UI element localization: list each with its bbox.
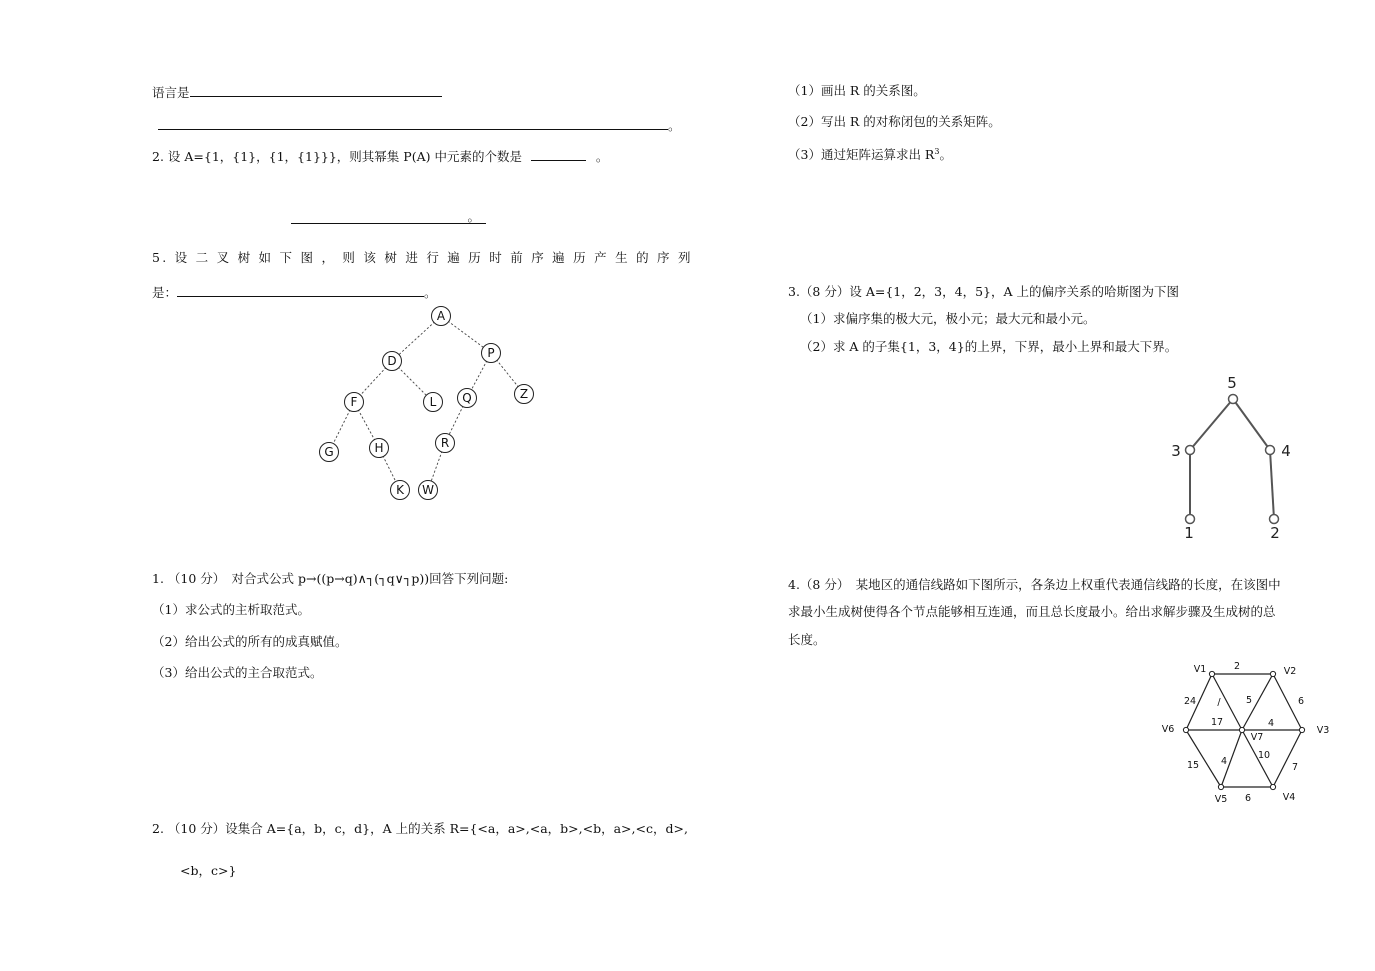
vertex-v3 (1299, 727, 1304, 732)
edge-v6-v5 (1186, 730, 1221, 787)
hasse-label-2: 2 (1270, 524, 1280, 542)
vertex-v5 (1218, 784, 1223, 789)
question-3-item-2: （2）求 A 的子集{1，3，4}的上界，下界，最小上界和最大下界。 (800, 339, 1178, 354)
vertex-label-v7: V7 (1250, 732, 1264, 743)
svg-text:Z: Z (519, 387, 529, 401)
vertex-label-v4: V4 (1282, 792, 1296, 803)
weight-v2-v7: 5 (1245, 695, 1253, 706)
vertex-label-v3: V3 (1316, 725, 1330, 736)
weight-v7-v3: 4 (1267, 718, 1275, 729)
weight-v5-v4: 6 (1244, 793, 1252, 804)
vertex-label-v1: V1 (1193, 664, 1207, 675)
question-1-item-2: （2）给出公式的所有的成真赋值。 (152, 634, 348, 649)
weight-v6-v5: 15 (1186, 760, 1200, 771)
answer-label: 是： (152, 285, 178, 300)
question-5-answer (152, 285, 437, 300)
question-3-title: 3.（8 分）设 A={1，2，3，4，5}，A 上的偏序关系的哈斯图为下图 (788, 284, 1179, 299)
hasse-node-2 (1270, 515, 1279, 524)
svg-text:L: L (429, 395, 437, 409)
tree-node-w (419, 481, 438, 500)
vertex-v1 (1209, 671, 1214, 676)
question-5-text: 5. 设 二 叉 树 如 下 图 ， 则 该 树 进 行 遍 历 时 前 序 遍 历 产 生 的 序 列 (152, 250, 693, 265)
hasse-node-5 (1229, 395, 1238, 404)
vertex-label-v5: V5 (1214, 794, 1228, 805)
vertex-v6 (1183, 727, 1188, 732)
period: 。 (668, 118, 681, 133)
hasse-label-3: 3 (1171, 442, 1181, 460)
svg-text:P: P (487, 346, 495, 360)
question-1-title: 1. （10 分） 对合式公式 p→((p→q)∧┐(┐q∨┐p))回答下列问题: (152, 571, 509, 586)
vertex-label-v6: V6 (1161, 724, 1175, 735)
answer-blank[interactable] (158, 118, 668, 130)
tree-node-h (370, 439, 389, 458)
hasse-edge-5-3 (1190, 399, 1233, 450)
tree-node-l (424, 393, 443, 412)
tree-node-g (320, 443, 339, 462)
hasse-label-4: 4 (1281, 442, 1291, 460)
vertex-label-v2: V2 (1283, 666, 1297, 677)
weight-v1-v7: / (1217, 697, 1221, 708)
tree-node-k (391, 481, 410, 500)
network-graph-diagram (1155, 655, 1335, 805)
weight-v2-v3: 6 (1297, 696, 1305, 707)
question-2-title: 2. （10 分）设集合 A={a，b，c，d}，A 上的关系 R={<a，a>,<a，b>,<b，a>,<c，d>, (152, 821, 688, 836)
svg-text:F: F (350, 395, 358, 409)
svg-text:W: W (422, 483, 434, 497)
relation-item-3 (788, 148, 952, 162)
question-1-item-1: （1）求公式的主析取范式。 (152, 602, 310, 617)
period: 。 (467, 209, 480, 224)
fill-line-language (152, 85, 442, 100)
binary-tree-diagram (310, 300, 570, 510)
fill-line-mid (291, 209, 486, 227)
weight-v7-v5: 4 (1220, 756, 1228, 767)
fill-line-long (158, 118, 681, 133)
svg-text:R: R (440, 436, 450, 450)
superscript: 3 (934, 147, 940, 156)
vertex-v7 (1239, 727, 1244, 732)
tree-node-z (515, 385, 534, 404)
edge-v3-v4 (1273, 730, 1302, 787)
svg-text:Q: Q (462, 391, 472, 405)
period: 。 (595, 149, 609, 164)
tree-node-q (458, 389, 477, 408)
question-text: 2. 设 A={1，{1}，{1，{1}}}，则其幂集 P(A) 中元素的个数是 (152, 149, 522, 164)
question-2-continuation: <b，c>} (180, 863, 237, 878)
question-1-item-3: （3）给出公式的主合取范式。 (152, 665, 323, 680)
weight-v3-v4: 7 (1291, 762, 1299, 773)
hasse-edge-5-4 (1233, 399, 1270, 450)
answer-blank[interactable] (291, 209, 486, 224)
answer-blank[interactable] (190, 85, 442, 97)
svg-text:D: D (387, 354, 397, 368)
period: 。 (424, 285, 437, 300)
weight-v1-v2: 2 (1233, 661, 1241, 672)
weight-v7-v4: 10 (1257, 750, 1271, 761)
hasse-diagram (1160, 370, 1320, 545)
weight-v1-v6: 24 (1183, 696, 1197, 707)
vertex-v2 (1270, 671, 1275, 676)
item-text: （3）通过矩阵运算求出 R (788, 147, 935, 162)
answer-blank[interactable] (177, 285, 424, 297)
svg-text:G: G (324, 445, 334, 459)
svg-text:K: K (396, 483, 404, 497)
tree-node-r (436, 434, 455, 453)
svg-text:A: A (436, 309, 446, 323)
hasse-label-5: 5 (1227, 374, 1237, 392)
tree-node-a (432, 307, 451, 326)
answer-blank[interactable] (531, 149, 586, 161)
question-4-line-2: 求最小生成树使得各个节点能够相互连通，而且总长度最小。给出求解步骤及生成树的总 (788, 604, 1276, 619)
question-4-line-3: 长度。 (788, 632, 826, 647)
tree-node-f (345, 393, 364, 412)
hasse-node-1 (1186, 515, 1195, 524)
question-2-fill (152, 149, 608, 164)
hasse-edge-4-2 (1270, 450, 1274, 519)
question-3-item-1: （1）求偏序集的极大元，极小元；最大元和最小元。 (800, 311, 1096, 326)
svg-text:H: H (374, 441, 384, 455)
relation-item-2: （2）写出 R 的对称闭包的关系矩阵。 (788, 114, 1001, 129)
hasse-node-4 (1266, 446, 1275, 455)
relation-item-1: （1）画出 R 的关系图。 (788, 83, 926, 98)
period: 。 (939, 147, 952, 162)
vertex-v4 (1270, 784, 1275, 789)
tree-node-p (482, 344, 501, 363)
hasse-label-1: 1 (1184, 524, 1194, 542)
question-4-line-1: 4.（8 分） 某地区的通信线路如下图所示，各条边上权重代表通信线路的长度，在该图中 (788, 577, 1281, 592)
language-label: 语言是 (152, 85, 190, 100)
tree-node-d (383, 352, 402, 371)
hasse-node-3 (1186, 446, 1195, 455)
weight-v6-v7: 17 (1210, 717, 1224, 728)
